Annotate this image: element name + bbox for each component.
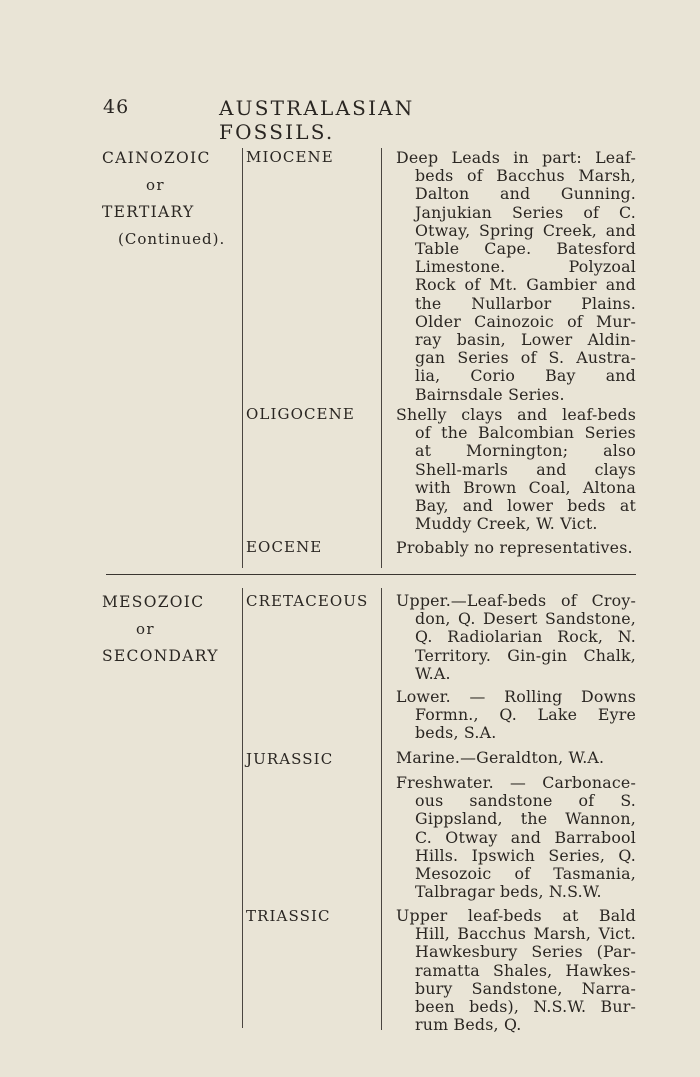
description-line: Formn., Q. Lake Eyre bbox=[415, 705, 636, 725]
running-title: AUSTRALASIAN FOSSILS. bbox=[219, 96, 415, 144]
description-line: at Mornington; also bbox=[415, 441, 636, 461]
description-line: bury Sandstone, Narra- bbox=[415, 978, 636, 998]
description-line: of the Balcombian Series bbox=[415, 423, 636, 443]
period-jurassic: JURASSIC bbox=[246, 750, 334, 768]
description-line: Limestone. Polyzoal bbox=[415, 257, 636, 277]
era-or: or bbox=[136, 620, 155, 638]
era-divider-rule bbox=[106, 574, 636, 575]
description-line: Rock of Mt. Gambier and bbox=[415, 275, 636, 295]
description-line: Freshwater. — Carbonace- bbox=[396, 773, 636, 792]
description-line: Lower. — Rolling Downs bbox=[396, 687, 636, 706]
desc-jurassic-freshwater bbox=[396, 774, 636, 901]
desc-cretaceous-lower bbox=[396, 688, 636, 743]
description-line: Upper leaf-beds at Bald bbox=[396, 906, 636, 925]
desc-triassic bbox=[396, 907, 636, 1034]
description-line: lia, Corio Bay and bbox=[415, 366, 636, 386]
page-number: 46 bbox=[103, 96, 130, 118]
description-line: the Nullarbor Plains. bbox=[415, 293, 636, 313]
era-mesozoic bbox=[102, 589, 219, 670]
description-line: Probably no representatives. bbox=[396, 538, 633, 557]
description-line: Gippsland, the Wannon, bbox=[415, 809, 636, 829]
description-line: ramatta Shales, Hawkes- bbox=[415, 960, 636, 980]
desc-oligocene bbox=[396, 406, 636, 533]
description-line: Mesozoic of Tasmania, bbox=[415, 864, 636, 884]
description-line: gan Series of S. Austra- bbox=[415, 348, 636, 368]
description-line: Bay, and lower beds at bbox=[415, 496, 636, 516]
era-name: CAINOZOIC bbox=[102, 149, 211, 167]
period-cretaceous: CRETACEOUS bbox=[246, 592, 369, 610]
description-line: Marine.—Geraldton, W.A. bbox=[396, 748, 605, 767]
description-line: been beds), N.S.W. Bur- bbox=[415, 997, 636, 1017]
page-header bbox=[103, 96, 533, 144]
column-rule-right-top bbox=[381, 148, 382, 568]
period-miocene: MIOCENE bbox=[246, 148, 334, 166]
description-line: Otway, Spring Creek, and bbox=[415, 220, 636, 240]
column-rule-left-bottom bbox=[242, 588, 243, 1028]
column-rule-right-bottom bbox=[381, 588, 382, 1030]
description-line: Hills. Ipswich Series, Q. bbox=[415, 845, 636, 865]
description-line: ous sandstone of S. bbox=[415, 791, 636, 811]
era-name: MESOZOIC bbox=[102, 593, 205, 611]
era-alt-name: SECONDARY bbox=[102, 647, 219, 665]
era-cainozoic bbox=[102, 145, 225, 253]
desc-cretaceous-upper bbox=[396, 592, 636, 683]
description-line: W.A. bbox=[415, 663, 451, 683]
description-line: beds, S.A. bbox=[415, 723, 497, 743]
era-continued-note: (Continued). bbox=[118, 230, 226, 248]
description-line: Dalton and Gunning. bbox=[415, 184, 636, 204]
description-line: with Brown Coal, Altona bbox=[415, 477, 636, 497]
description-line: rum Beds, Q. bbox=[415, 1015, 522, 1035]
period-triassic: TRIASSIC bbox=[246, 907, 331, 925]
description-line: Hawkesbury Series (Par- bbox=[415, 942, 636, 962]
description-line: Territory. Gin-gin Chalk, bbox=[415, 645, 636, 665]
period-eocene: EOCENE bbox=[246, 538, 323, 556]
column-rule-left-top bbox=[242, 148, 243, 568]
description-line: Bairnsdale Series. bbox=[415, 384, 565, 404]
description-line: ray basin, Lower Aldin- bbox=[415, 330, 636, 350]
description-line: Janjukian Series of C. bbox=[415, 202, 636, 222]
description-line: Talbragar beds, N.S.W. bbox=[415, 882, 602, 902]
description-line: Hill, Bacchus Marsh, Vict. bbox=[415, 924, 636, 944]
description-line: Shell-marls and clays bbox=[415, 459, 636, 479]
era-alt-name: TERTIARY bbox=[102, 203, 195, 221]
description-line: Older Cainozoic of Mur- bbox=[415, 311, 636, 331]
description-line: Shelly clays and leaf-beds bbox=[396, 405, 636, 424]
description-line: Q. Radiolarian Rock, N. bbox=[415, 627, 636, 647]
desc-jurassic-marine bbox=[396, 749, 636, 767]
description-line: Table Cape. Batesford bbox=[415, 239, 636, 259]
era-or: or bbox=[146, 176, 165, 194]
description-line: C. Otway and Barrabool bbox=[415, 827, 636, 847]
description-line: Upper.—Leaf-beds of Croy- bbox=[396, 591, 636, 610]
description-line: Deep Leads in part: Leaf- bbox=[396, 148, 636, 167]
desc-eocene bbox=[396, 539, 636, 557]
description-line: Muddy Creek, W. Vict. bbox=[415, 514, 598, 534]
period-oligocene: OLIGOCENE bbox=[246, 405, 355, 423]
description-line: beds of Bacchus Marsh, bbox=[415, 166, 636, 186]
desc-miocene bbox=[396, 149, 636, 404]
description-line: don, Q. Desert Sandstone, bbox=[415, 609, 636, 629]
